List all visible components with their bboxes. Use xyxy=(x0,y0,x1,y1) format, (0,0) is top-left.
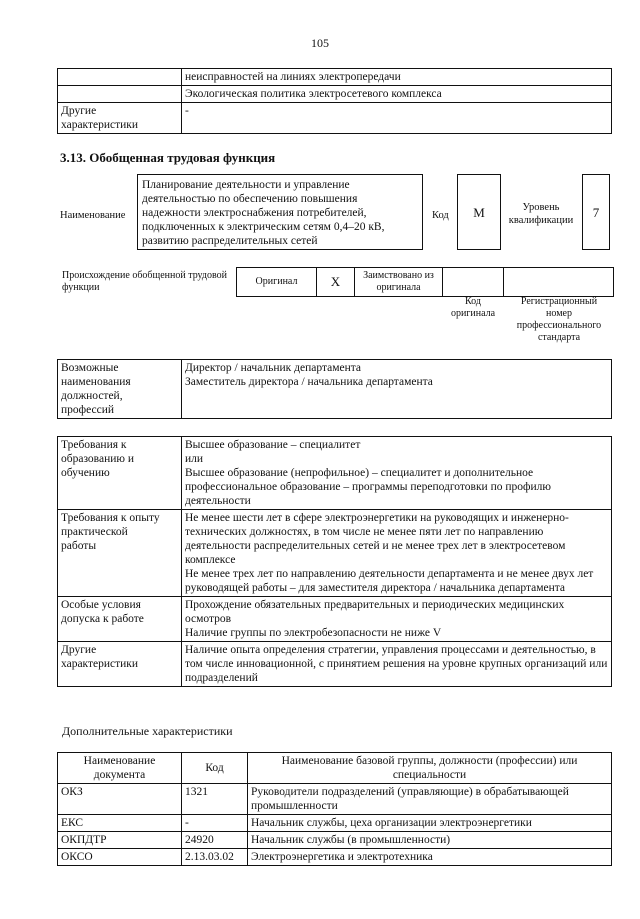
table-cell: Руководители подразделений (управляющие) в обрабатывающей промышленности xyxy=(248,784,612,815)
origin-label: Происхождение обобщенной трудовой функции xyxy=(62,270,228,293)
table-cell: Высшее образование – специалитет или Высшее образование (непрофильное) – специалитет и дополнительное профессиональное образование – программы переподготовки по профилю деятельности xyxy=(182,437,612,510)
level-label: Уровень квалификации xyxy=(508,202,574,226)
table-header-cell: Наименование базовой группы, должности (профессии) или специальности xyxy=(248,753,612,784)
table-row xyxy=(58,86,612,103)
additional-table xyxy=(57,752,612,866)
table-row xyxy=(58,69,612,86)
table-cell xyxy=(58,69,182,86)
table-cell: - xyxy=(182,103,612,134)
table-cell: Начальник службы (в промышленности) xyxy=(248,832,612,849)
table-cell: Другие характеристики xyxy=(58,103,182,134)
table-cell: 1321 xyxy=(182,784,248,815)
table-row xyxy=(58,753,612,784)
table-cell: Требования к образованию и обучению xyxy=(58,437,182,510)
level-value: 7 xyxy=(582,174,610,250)
table-row xyxy=(58,815,612,832)
table-cell: Начальник службы, цеха организации электроэнергетики xyxy=(248,815,612,832)
code-label: Код xyxy=(432,210,449,221)
positions-table xyxy=(57,359,612,419)
table-cell xyxy=(58,86,182,103)
table-row xyxy=(58,597,612,642)
table-header-cell: Наименование документа xyxy=(58,753,182,784)
requirements-table xyxy=(57,436,612,687)
table-cell: - xyxy=(182,815,248,832)
table-cell xyxy=(443,268,504,297)
page-number: 105 xyxy=(311,36,329,50)
table-cell: Наличие опыта определения стратегии, управления процессами и деятельностью, в том числе инновационной, с принятием решения на уровне крупных организаций или подразделений xyxy=(182,642,612,687)
table-cell: ЕКС xyxy=(58,815,182,832)
table-cell: Особые условия допуска к работе xyxy=(58,597,182,642)
table-cell: неисправностей на линиях электропередачи xyxy=(182,69,612,86)
table-cell: Требования к опыту практической работы xyxy=(58,510,182,597)
table-cell: ОКПДТР xyxy=(58,832,182,849)
table-cell: Оригинал xyxy=(237,268,317,297)
reg-number-label: Регистрационный номер профессионального стандарта xyxy=(516,296,602,343)
table-row xyxy=(58,849,612,866)
table-cell xyxy=(504,268,614,297)
table-row xyxy=(58,642,612,687)
table-cell: Другие характеристики xyxy=(58,642,182,687)
table-cell: Заимствовано из оригинала xyxy=(355,268,443,297)
name-value: Планирование деятельности и управление деятельностью по обеспечению повышения надежности электроснабжения потребителей, подключенных к электрическим сетям 0,4–20 кВ, развитию распределительных сетей xyxy=(137,174,423,250)
code-original-label: Код оригинала xyxy=(450,296,496,319)
additional-title: Дополнительные характеристики xyxy=(62,724,233,738)
table-cell: ОКЗ xyxy=(58,784,182,815)
table-cell: Не менее шести лет в сфере электроэнергетики на руководящих и инженерно-технических должностях, в том числе не менее пяти лет по направлению деятельности распределительных сетей и не менее трех лет в электросетевом комплексе Не менее трех лет по направлению деятельности департамента и не менее двух лет руководящей работы – для заместителя директора / начальника департамента xyxy=(182,510,612,597)
table-cell: Возможные наименования должностей, профессий xyxy=(58,360,182,419)
table-header-cell: Код xyxy=(182,753,248,784)
table-cell: ОКСО xyxy=(58,849,182,866)
table-row xyxy=(58,510,612,597)
table-row xyxy=(58,832,612,849)
table-cell: 2.13.03.02 xyxy=(182,849,248,866)
code-value: M xyxy=(457,174,501,250)
table-cell: 24920 xyxy=(182,832,248,849)
table-cell: X xyxy=(317,268,355,297)
table-row xyxy=(58,103,612,134)
table-row xyxy=(237,268,614,297)
name-label: Наименование xyxy=(60,210,126,221)
table-cell: Директор / начальник департамента Заместитель директора / начальника департамента xyxy=(182,360,612,419)
top-table xyxy=(57,68,612,134)
table-row xyxy=(58,360,612,419)
table-cell: Прохождение обязательных предварительных и периодических медицинских осмотров Наличие группы по электробезопасности не ниже V xyxy=(182,597,612,642)
section-title: 3.13. Обобщенная трудовая функция xyxy=(60,150,276,165)
table-row xyxy=(58,437,612,510)
origin-table xyxy=(236,267,614,297)
table-cell: Экологическая политика электросетевого комплекса xyxy=(182,86,612,103)
table-row xyxy=(58,784,612,815)
table-cell: Электроэнергетика и электротехника xyxy=(248,849,612,866)
